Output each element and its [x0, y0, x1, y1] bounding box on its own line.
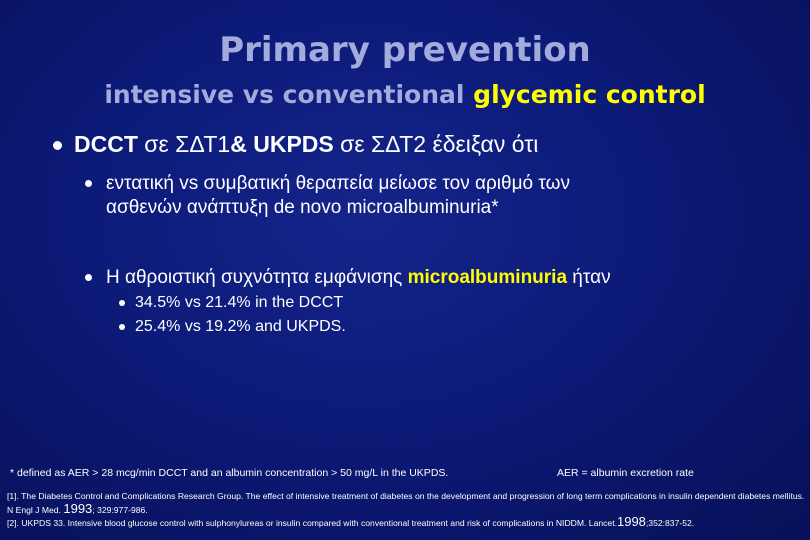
- bullet-dot: [119, 300, 125, 306]
- sub-bullet-1-line1: εντατική vs συμβατική θεραπεία μείωσε τον αριθμό των: [106, 173, 570, 194]
- references: [7, 490, 807, 530]
- subtitle-highlight: glycemic control: [473, 80, 706, 109]
- result-dcct: 34.5% vs 21.4% in the DCCT: [135, 294, 344, 311]
- reference-2: [7, 516, 807, 530]
- sub-bullet-2-post: ήταν: [567, 267, 611, 288]
- sub-bullet-1-line2: ασθενών ανάπτυξη de novo microalbuminuria*: [106, 197, 499, 218]
- footnote-definition: * defined as AER > 28 mcg/min DCCT and an albumin concentration > 50 mg/L in the UKPDS.: [10, 467, 449, 479]
- footnote-aer: AER = albumin excretion rate: [557, 467, 694, 479]
- sub-bullet-2: [106, 266, 611, 290]
- main-bullet-part2: σε ΣΔΤ1: [137, 131, 231, 157]
- reference-1-year: 1993: [63, 500, 93, 516]
- reference-2-text: [2]. UKPDS 33. Intensive blood glucose control with sulphonylureas or insulin compared with conventional treatment and risk of complications in NIDDM. Lancet.: [7, 518, 617, 528]
- slide-title: Primary prevention: [219, 30, 591, 70]
- subtitle-text: intensive vs conventional: [104, 80, 474, 109]
- sub-bullet-1: [106, 172, 570, 220]
- reference-2-pages: ;352:837-52.: [645, 518, 695, 528]
- slide-subtitle: [0, 80, 810, 109]
- dcct-label: DCCT: [74, 131, 138, 157]
- reference-1-text: [1]. The Diabetes Control and Complications Research Group. The effect of intensive treatment of diabetes on the development and progression of long term complications in insulin dependent diabetes mellitus. N Engl J Med.: [7, 491, 805, 515]
- main-bullet-part4: σε ΣΔΤ2 έδειξαν ότι: [333, 131, 539, 157]
- ukpds-label: & UKPDS: [230, 131, 334, 157]
- reference-1: [7, 490, 807, 516]
- bullet-dot: [85, 180, 92, 187]
- bullet-dot: [85, 274, 92, 281]
- sub-bullet-2-pre: Η αθροιστική συχνότητα εμφάνισης: [106, 267, 408, 288]
- bullet-dot: [53, 141, 62, 150]
- reference-1-pages: ; 329:977-986.: [92, 504, 148, 515]
- reference-2-year: 1998: [616, 514, 646, 529]
- bullet-dot: [119, 324, 125, 330]
- main-bullet-text: [74, 131, 538, 158]
- sub-bullet-2-highlight: microalbuminuria: [407, 267, 568, 288]
- result-ukpds: 25.4% vs 19.2% and UKPDS.: [135, 318, 346, 335]
